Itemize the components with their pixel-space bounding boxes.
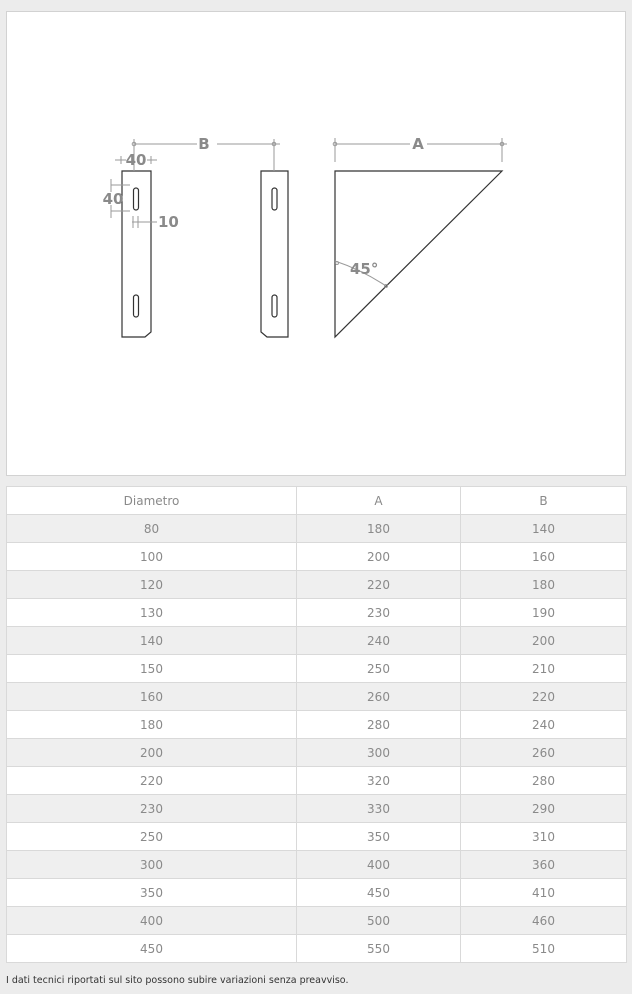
cell-a: 400 — [297, 851, 461, 879]
cell-b: 200 — [461, 627, 627, 655]
table-row — [7, 599, 627, 627]
table-row — [7, 515, 627, 543]
cell-diametro: 200 — [7, 739, 297, 767]
cell-diametro: 300 — [7, 851, 297, 879]
header-b: B — [461, 487, 627, 515]
cell-b: 360 — [461, 851, 627, 879]
header-a: A — [297, 487, 461, 515]
middle-plate — [261, 171, 288, 337]
cell-a: 230 — [297, 599, 461, 627]
cell-b: 260 — [461, 739, 627, 767]
dimension-40-top: 40 — [125, 151, 147, 169]
left-plate-slot-top — [134, 188, 139, 210]
middle-plate-slot-bottom — [272, 295, 277, 317]
disclaimer-footnote: I dati tecnici riportati sul sito possono subire variazioni senza preavviso. — [6, 975, 349, 986]
cell-diametro: 150 — [7, 655, 297, 683]
cell-a: 500 — [297, 907, 461, 935]
cell-diametro: 180 — [7, 711, 297, 739]
cell-b: 190 — [461, 599, 627, 627]
cell-diametro: 100 — [7, 543, 297, 571]
cell-diametro: 160 — [7, 683, 297, 711]
table-row — [7, 823, 627, 851]
cell-b: 410 — [461, 879, 627, 907]
table-row — [7, 711, 627, 739]
cell-diametro: 250 — [7, 823, 297, 851]
table-row — [7, 627, 627, 655]
cell-diametro: 120 — [7, 571, 297, 599]
cell-diametro: 130 — [7, 599, 297, 627]
cell-a: 550 — [297, 935, 461, 963]
table-row — [7, 683, 627, 711]
table-row — [7, 655, 627, 683]
table-row — [7, 935, 627, 963]
cell-b: 220 — [461, 683, 627, 711]
table-row — [7, 907, 627, 935]
left-plate — [122, 171, 151, 337]
technical-drawing-panel — [6, 11, 626, 476]
cell-a: 250 — [297, 655, 461, 683]
cell-diametro: 230 — [7, 795, 297, 823]
table-row — [7, 739, 627, 767]
table-row — [7, 543, 627, 571]
cell-b: 180 — [461, 571, 627, 599]
cell-a: 240 — [297, 627, 461, 655]
cell-a: 280 — [297, 711, 461, 739]
label-b: B — [198, 135, 210, 153]
header-diametro: Diametro — [7, 487, 297, 515]
cell-diametro: 450 — [7, 935, 297, 963]
cell-b: 210 — [461, 655, 627, 683]
cell-diametro: 350 — [7, 879, 297, 907]
table-row — [7, 851, 627, 879]
table-row — [7, 767, 627, 795]
cell-diametro: 80 — [7, 515, 297, 543]
cell-a: 200 — [297, 543, 461, 571]
cell-a: 300 — [297, 739, 461, 767]
cell-a: 350 — [297, 823, 461, 851]
cell-a: 330 — [297, 795, 461, 823]
cell-b: 310 — [461, 823, 627, 851]
cell-b: 460 — [461, 907, 627, 935]
dimension-10: 10 — [158, 213, 179, 231]
cell-a: 320 — [297, 767, 461, 795]
table-row — [7, 795, 627, 823]
angle-45: 45° — [350, 260, 379, 278]
label-a: A — [412, 135, 424, 153]
cell-diametro: 220 — [7, 767, 297, 795]
cell-a: 450 — [297, 879, 461, 907]
cell-a: 260 — [297, 683, 461, 711]
left-plate-slot-bottom — [134, 295, 139, 317]
cell-b: 140 — [461, 515, 627, 543]
middle-plate-slot-top — [272, 188, 277, 210]
triangle-brace — [335, 171, 502, 337]
cell-b: 160 — [461, 543, 627, 571]
cell-diametro: 400 — [7, 907, 297, 935]
cell-a: 180 — [297, 515, 461, 543]
cell-a: 220 — [297, 571, 461, 599]
cell-b: 240 — [461, 711, 627, 739]
cell-b: 280 — [461, 767, 627, 795]
bracket-drawing — [7, 12, 625, 475]
table-header-row — [7, 487, 627, 515]
table-row — [7, 571, 627, 599]
cell-b: 290 — [461, 795, 627, 823]
dimension-40-side: 40 — [102, 190, 124, 208]
cell-diametro: 140 — [7, 627, 297, 655]
table-row — [7, 879, 627, 907]
dimensions-table — [6, 486, 627, 963]
cell-b: 510 — [461, 935, 627, 963]
